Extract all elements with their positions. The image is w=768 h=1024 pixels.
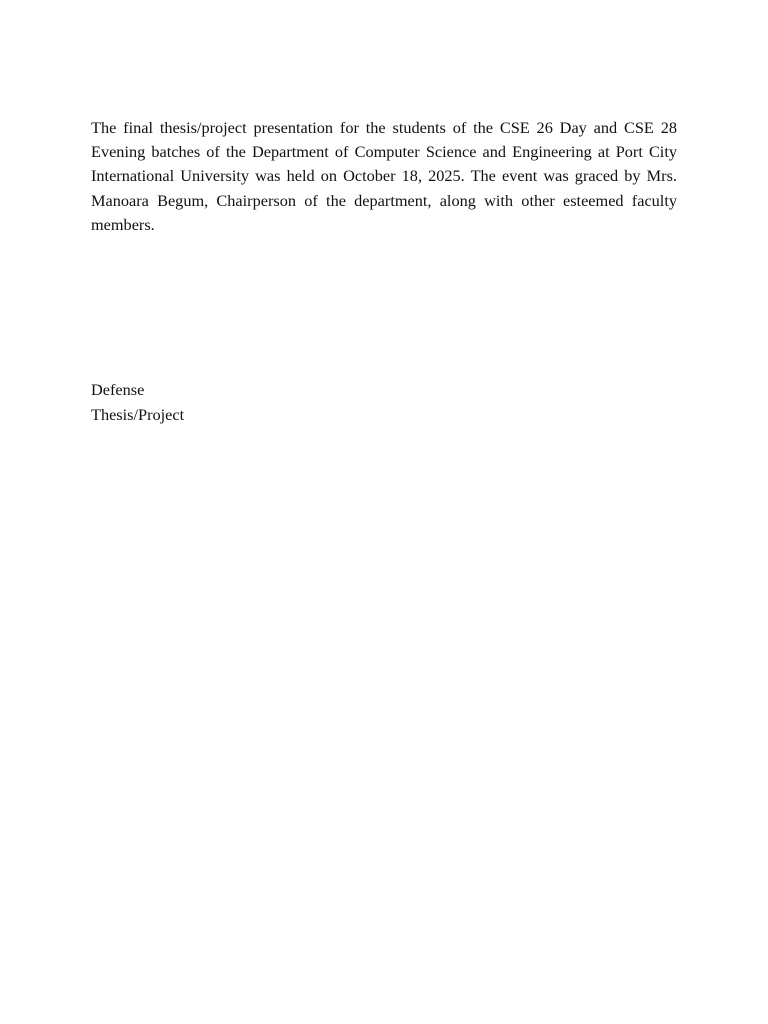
tag-thesis-project: Thesis/Project xyxy=(91,404,185,424)
body-paragraph: The final thesis/project presentation for the students of the CSE 26 Day and CSE 28 Evening batches of the Department of Computer Science and Engineering at Port City International University was held on October 18, 2025. The event was graced by Mrs. Manoara Begum, Chairperson of the department, along with other esteemed faculty members. xyxy=(91,118,677,234)
tag-list xyxy=(91,378,391,427)
tag-defense: Defense xyxy=(91,380,145,399)
